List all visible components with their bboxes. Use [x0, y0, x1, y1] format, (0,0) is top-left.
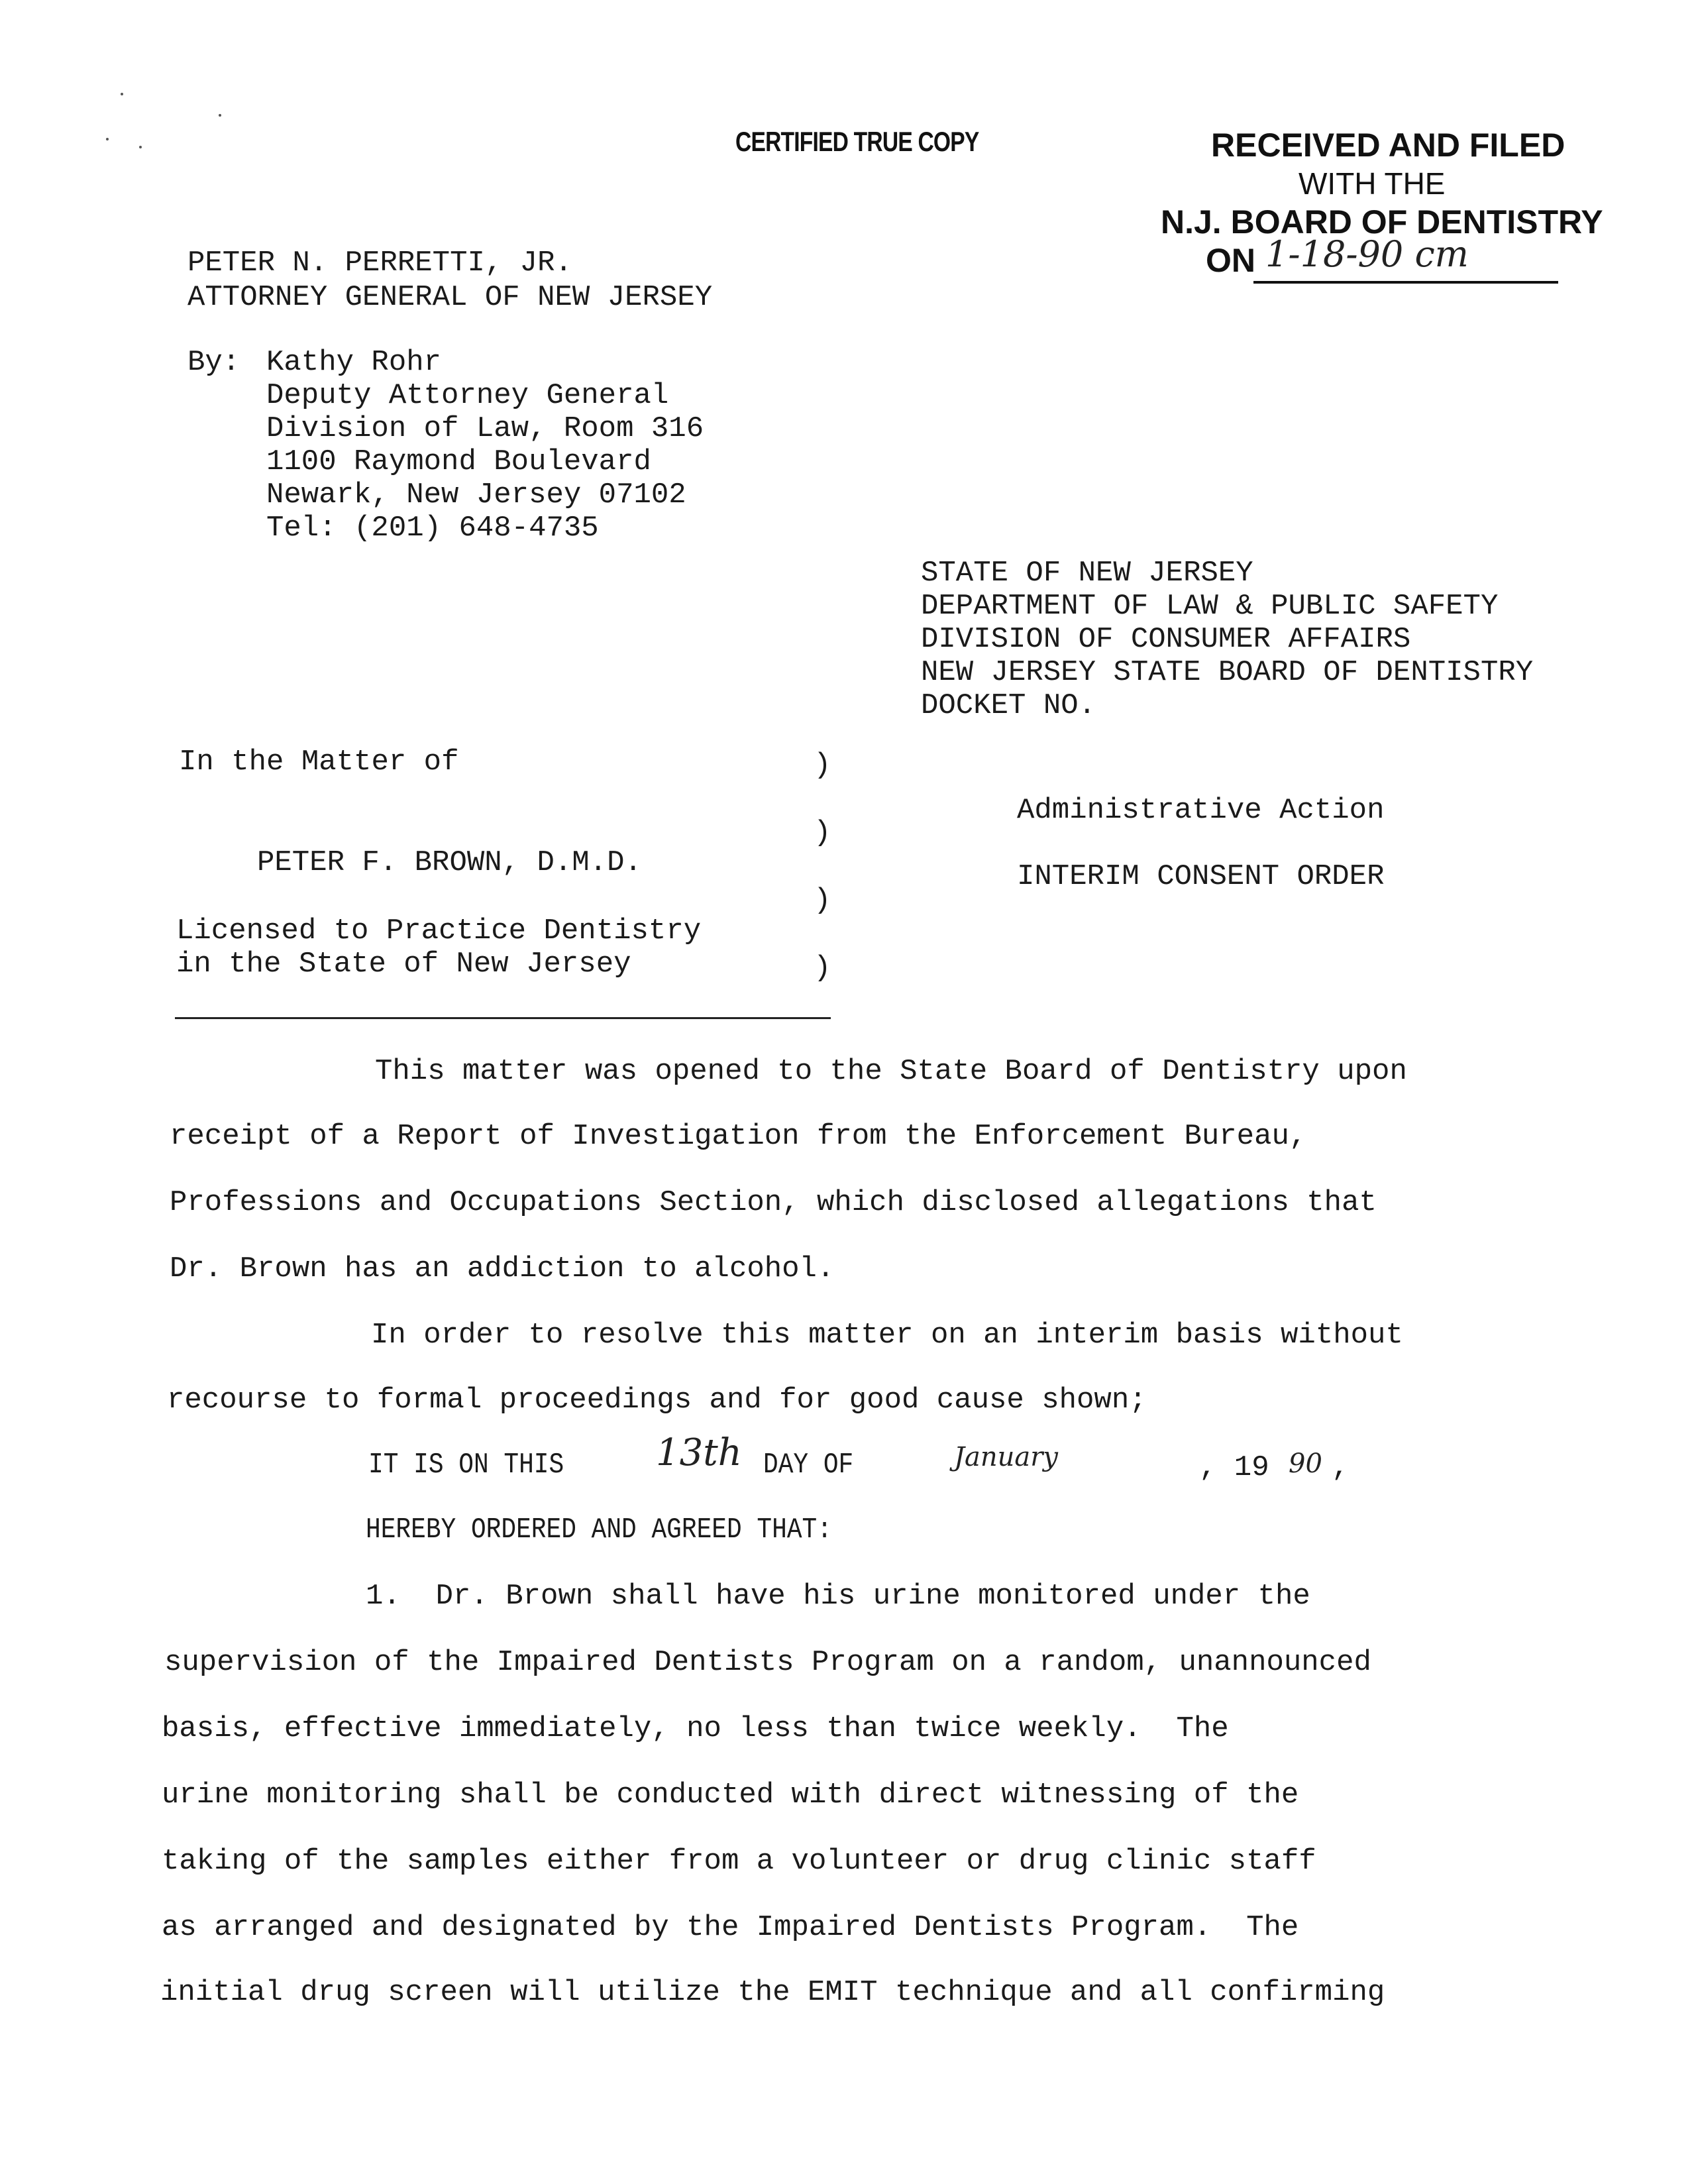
caption-rule	[175, 1017, 831, 1019]
agency-line: NEW JERSEY STATE BOARD OF DENTISTRY	[921, 656, 1534, 689]
caption-paren: )	[814, 749, 831, 782]
attorney-line: 1100 Raymond Boulevard	[266, 445, 651, 478]
by-label: By:	[187, 346, 240, 379]
scan-speck	[121, 93, 123, 95]
received-stamp-line1: RECEIVED AND FILED	[1211, 127, 1565, 164]
received-stamp-line2: WITH THE	[1298, 166, 1446, 201]
attorney-line: Division of Law, Room 316	[266, 412, 704, 445]
attorney-title: ATTORNEY GENERAL OF NEW JERSEY	[187, 281, 713, 314]
attorney-name: PETER N. PERRETTI, JR.	[187, 246, 572, 280]
received-date-handwritten: 1-18-90 cm	[1265, 233, 1469, 275]
caption-paren: )	[814, 952, 831, 985]
item1-line: as arranged and designated by the Impaired Dentists Program. The	[162, 1911, 1299, 1944]
administrative-action: Administrative Action	[1017, 794, 1385, 827]
body-line: recourse to formal proceedings and for good cause shown;	[167, 1384, 1147, 1417]
agency-line: DIVISION OF CONSUMER AFFAIRS	[921, 623, 1411, 656]
item1-line: 1. Dr. Brown shall have his urine monitored under the	[366, 1580, 1310, 1613]
item1-line: supervision of the Impaired Dentists Program on a random, unannounced	[164, 1646, 1371, 1679]
caption-paren: )	[814, 884, 831, 917]
scan-speck	[219, 114, 221, 117]
received-date-underline	[1253, 281, 1558, 284]
hereby-ordered: HEREBY ORDERED AND AGREED THAT:	[366, 1513, 832, 1547]
certified-true-copy-stamp: CERTIFIED TRUE COPY	[735, 126, 979, 157]
attorney-line: Tel: (201) 648-4735	[266, 512, 599, 545]
in-the-matter-of: In the Matter of	[179, 745, 459, 779]
agency-line: DEPARTMENT OF LAW & PUBLIC SAFETY	[921, 590, 1499, 623]
licensed-line2: in the State of New Jersey	[176, 948, 631, 981]
item1-line: taking of the samples either from a volunteer or drug clinic staff	[162, 1845, 1316, 1878]
day-handwritten: 13th	[656, 1431, 742, 1474]
body-line: This matter was opened to the State Board of Dentistry upon	[375, 1055, 1407, 1088]
received-stamp-on-label: ON	[1206, 242, 1255, 279]
item1-line: initial drug screen will utilize the EMIT technique and all confirming	[160, 1976, 1385, 2009]
it-is-on-this: IT IS ON THIS	[368, 1448, 564, 1482]
attorney-line: Deputy Attorney General	[266, 379, 669, 412]
day-of: DAY OF	[763, 1448, 854, 1482]
docket-number-label: DOCKET NO.	[921, 689, 1096, 722]
body-line: In order to resolve this matter on an interim basis without	[371, 1319, 1403, 1352]
order-title: INTERIM CONSENT ORDER	[1017, 860, 1385, 893]
item1-line: basis, effective immediately, no less than twice weekly. The	[162, 1712, 1229, 1745]
respondent-name: PETER F. BROWN, D.M.D.	[257, 846, 642, 879]
month-handwritten: January	[954, 1442, 1058, 1472]
year-suffix: ,	[1332, 1451, 1350, 1484]
year-handwritten: 90	[1289, 1448, 1322, 1479]
caption-paren: )	[814, 816, 831, 849]
scan-speck	[106, 138, 109, 140]
year-prefix: , 19	[1199, 1451, 1269, 1484]
by-name: Kathy Rohr	[266, 346, 442, 379]
agency-line: STATE OF NEW JERSEY	[921, 557, 1253, 590]
body-line: receipt of a Report of Investigation from the Enforcement Bureau,	[170, 1120, 1307, 1153]
body-line: Professions and Occupations Section, which disclosed allegations that	[170, 1186, 1377, 1219]
licensed-line1: Licensed to Practice Dentistry	[176, 914, 702, 948]
scan-speck	[139, 146, 142, 148]
body-line: Dr. Brown has an addiction to alcohol.	[170, 1252, 835, 1285]
received-stamp-line3: N.J. BOARD OF DENTISTRY	[1161, 203, 1603, 241]
item1-line: urine monitoring shall be conducted with direct witnessing of the	[162, 1778, 1299, 1812]
attorney-line: Newark, New Jersey 07102	[266, 478, 686, 512]
